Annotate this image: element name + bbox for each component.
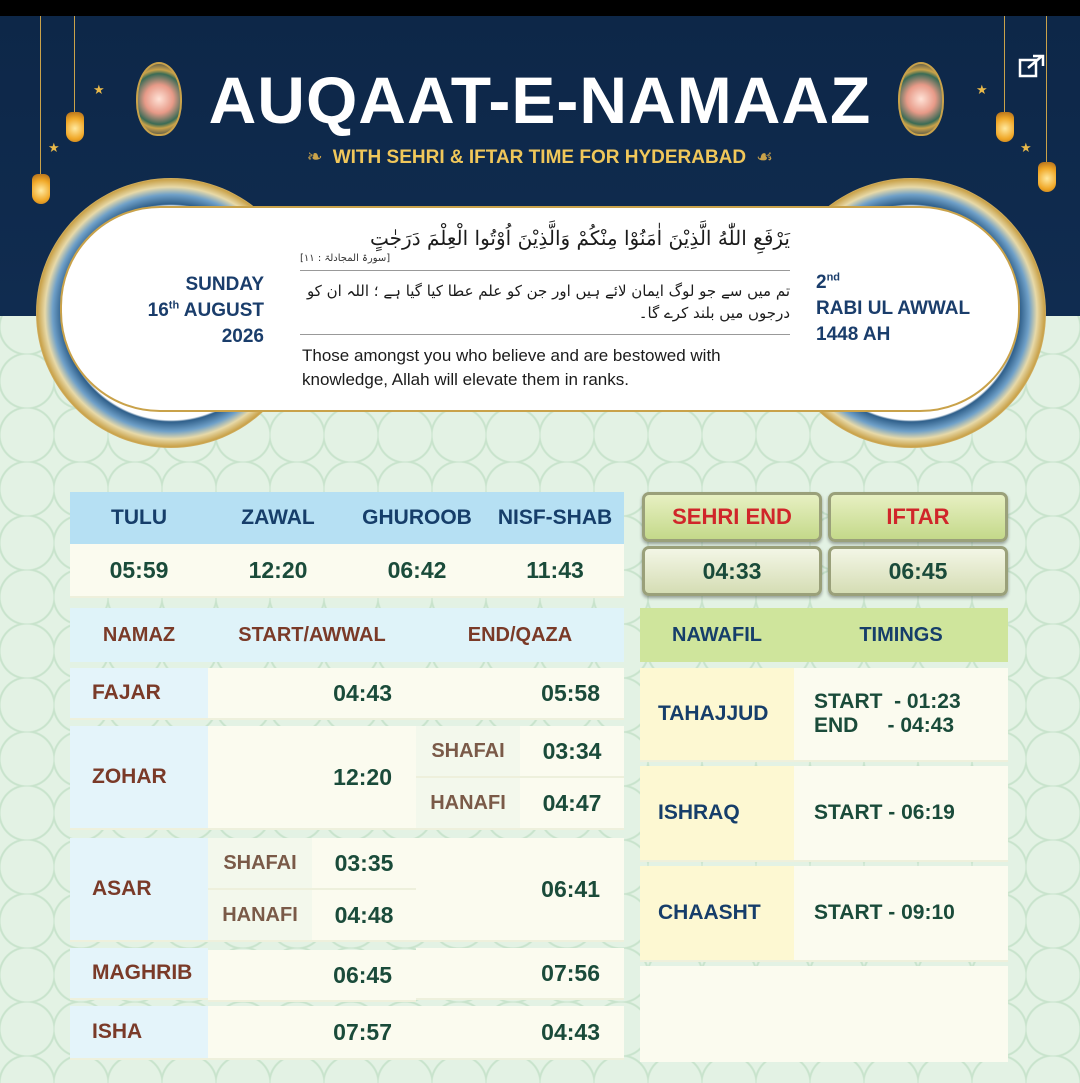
ornament-icon: ☙ (756, 147, 774, 168)
hijri-day-number: 2 (816, 272, 827, 293)
asar-hanafi-start: 04:48 (312, 890, 416, 942)
subtitle-text: WITH SEHRI & IFTAR TIME FOR HYDERABAD (332, 147, 747, 168)
ornament-icon: ❧ (306, 147, 323, 168)
nawafil-ishraq: ISHRAQ (640, 766, 794, 862)
weekday: SUNDAY (185, 274, 264, 295)
star-icon: ★ (93, 82, 105, 97)
nawafil-tahajjud: TAHAJJUD (640, 668, 794, 762)
value-zawal: 12:20 (208, 544, 348, 598)
namaz-maghrib: MAGHRIB (70, 948, 208, 1000)
sehri-end-label: SEHRI END (642, 492, 822, 542)
hijri-day-suffix: nd (826, 271, 841, 284)
ishraq-time: START - 06:19 (794, 766, 1008, 862)
star-icon: ★ (1020, 140, 1032, 155)
namaz-fajar: FAJAR (70, 668, 208, 720)
iftar-value: 06:45 (828, 546, 1008, 596)
header-nawafil: NAWAFIL (640, 608, 794, 662)
hijri-month: RABI UL AWWAL (816, 298, 971, 319)
verse-reference: [سورۃ المجادلۃ : ١١] (300, 253, 391, 264)
header-end: END/QAZA (416, 608, 624, 662)
isha-start: 07:57 (208, 1006, 416, 1060)
value-tulu: 05:59 (70, 544, 208, 598)
verse-arabic: يَرْفَعِ اللّٰهُ الَّذِيْنَ اٰمَنُوْا مِنْكُمْ وَالَّذِيْنَ اُوْتُوا الْعِلْمَ دَرَجٰتٍ (370, 226, 790, 250)
chaasht-time: START - 09:10 (794, 866, 1008, 962)
divider (300, 334, 790, 335)
header-zawal: ZAWAL (208, 492, 348, 544)
star-icon: ★ (48, 140, 60, 155)
tahajjud-timings (794, 668, 1008, 762)
zohar-hanafi-label: HANAFI (416, 778, 520, 830)
tahajjud-start: START - 01:23 (814, 690, 961, 713)
hijri-day (816, 270, 976, 296)
value-nisf-shab: 11:43 (486, 544, 624, 598)
header-nisf-shab: NISF-SHAB (486, 492, 624, 544)
nawafil-chaasht: CHAASHT (640, 866, 794, 962)
fajar-start: 04:43 (208, 668, 416, 720)
empty-cell (640, 966, 1008, 1062)
day-suffix: th (168, 299, 180, 312)
verse-urdu: تم میں سے جو لوگ ایمان لائے ہیں اور جن کو علم عطا کیا گیا ہے ؛ اللہ ان کو درجوں میں بلند کرے گا۔ (306, 282, 790, 322)
star-icon: ★ (976, 82, 988, 97)
header-start: START/AWWAL (208, 608, 416, 662)
day-number: 16 (147, 300, 169, 321)
asar-end: 06:41 (416, 838, 624, 942)
divider (300, 270, 790, 271)
tahajjud-end: END - 04:43 (814, 714, 955, 737)
page-title: AUQAAT-E-NAMAAZ (208, 63, 872, 137)
isha-end: 04:43 (416, 1006, 624, 1060)
day-month (140, 298, 264, 324)
hijri-date (816, 270, 976, 348)
page-subtitle (0, 146, 1080, 169)
zohar-start: 12:20 (208, 726, 416, 830)
value-ghuroob: 06:42 (348, 544, 486, 598)
asar-hanafi-label: HANAFI (208, 890, 312, 942)
namaz-zohar: ZOHAR (70, 726, 208, 830)
zohar-shafai-end: 03:34 (520, 726, 624, 778)
maghrib-end: 07:56 (416, 948, 624, 1000)
top-bar (0, 0, 1080, 16)
verse-english: Those amongst you who believe and are bestowed with knowledge, Allah will elevate them in ranks. (302, 346, 721, 389)
year: 2026 (221, 326, 264, 347)
gregorian-date (140, 272, 264, 350)
asar-shafai-label: SHAFAI (208, 838, 312, 890)
share-icon[interactable] (1018, 54, 1046, 78)
namaz-isha: ISHA (70, 1006, 208, 1060)
sehri-end-value: 04:33 (642, 546, 822, 596)
namaz-asar: ASAR (70, 838, 208, 942)
fajar-end: 05:58 (416, 668, 624, 720)
header-namaz: NAMAZ (70, 608, 208, 662)
hijri-year: 1448 AH (816, 324, 891, 345)
month: AUGUST (183, 300, 264, 321)
maghrib-start: 06:45 (208, 950, 416, 1002)
header-tulu: TULU (70, 492, 208, 544)
asar-shafai-start: 03:35 (312, 838, 416, 890)
zohar-hanafi-end: 04:47 (520, 778, 624, 830)
zohar-shafai-label: SHAFAI (416, 726, 520, 778)
header-ghuroob: GHUROOB (348, 492, 486, 544)
header-timings: TIMINGS (794, 608, 1008, 662)
iftar-label: IFTAR (828, 492, 1008, 542)
